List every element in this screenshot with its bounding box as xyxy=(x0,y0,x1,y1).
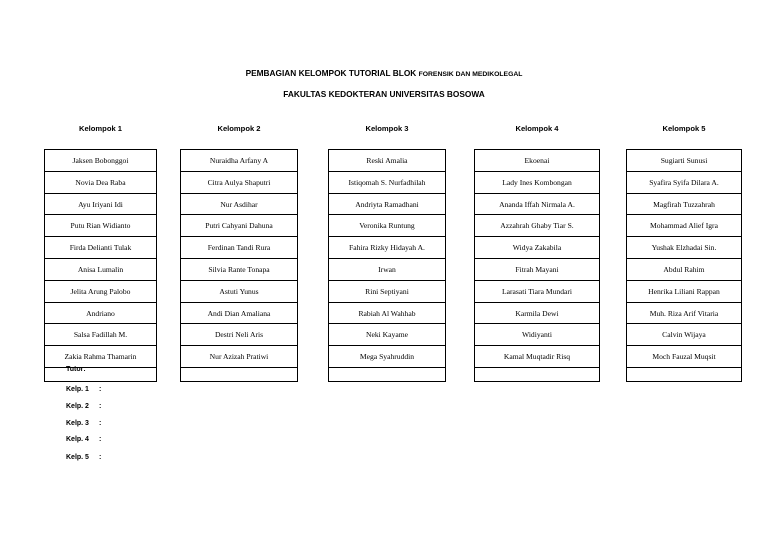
document-title xyxy=(0,68,768,78)
member-cell: Karmila Dewi xyxy=(475,303,599,325)
member-cell: Citra Aulya Shaputri xyxy=(181,172,297,194)
member-cell: Rabiah Al Wahhab xyxy=(329,303,445,325)
group-4-table xyxy=(474,149,600,382)
document-title-sub: FORENSIK DAN MEDIKOLEGAL xyxy=(418,71,523,78)
member-cell: Moch Fauzal Muqsit xyxy=(627,346,741,368)
member-cell: Kamal Muqtadir Risq xyxy=(475,346,599,368)
member-cell: Magfirah Tuzzahrah xyxy=(627,194,741,216)
member-cell: Istiqomah S. Nurfadhilah xyxy=(329,172,445,194)
member-cell: Lady Ines Kombongan xyxy=(475,172,599,194)
member-cell: Astuti Yunus xyxy=(181,281,297,303)
member-cell: Fahira Rizky Hidayah A. xyxy=(329,237,445,259)
group-3-heading: Kelompok 3 xyxy=(365,124,409,133)
tutor-line-label: Kelp. 2 xyxy=(66,403,89,410)
tutor-line-label: Kelp. 4 xyxy=(66,436,89,443)
member-cell: Muh. Riza Arif Vitaria xyxy=(627,303,741,325)
tutor-line-5 xyxy=(66,454,101,461)
member-cell: Widiyanti xyxy=(475,324,599,346)
member-cell: Zakia Rahma Thamarin xyxy=(45,346,156,368)
member-cell: Ananda Iffah Nirmala A. xyxy=(475,194,599,216)
empty-cell xyxy=(329,368,445,381)
member-cell: Syafira Syifa Dilara A. xyxy=(627,172,741,194)
tutor-line-3 xyxy=(66,420,101,427)
group-1-table xyxy=(44,149,157,382)
member-cell: Ekoenai xyxy=(475,150,599,172)
tutor-line-colon: : xyxy=(98,403,102,410)
member-cell: Putu Rian Widianto xyxy=(45,215,156,237)
member-cell: Andriano xyxy=(45,303,156,325)
empty-cell xyxy=(181,368,297,381)
member-cell: Ferdinan Tandi Rura xyxy=(181,237,297,259)
member-cell: Nuraidha Arfany A xyxy=(181,150,297,172)
member-cell: Jelita Arung Palobo xyxy=(45,281,156,303)
member-cell: Anisa Lumalin xyxy=(45,259,156,281)
member-cell: Putri Cahyani Dahuna xyxy=(181,215,297,237)
member-cell: Mega Syahruddin xyxy=(329,346,445,368)
member-cell: Calvin Wijaya xyxy=(627,324,741,346)
group-2-table xyxy=(180,149,298,382)
empty-cell xyxy=(627,368,741,381)
tutor-line-label: Kelp. 3 xyxy=(66,420,89,427)
faculty-title: FAKULTAS KEDOKTERAN UNIVERSITAS BOSOWA xyxy=(283,89,485,99)
member-cell: Nur Azizah Pratiwi xyxy=(181,346,297,368)
member-cell: Yushak Elzhadai Sin. xyxy=(627,237,741,259)
member-cell: Widya Zakabila xyxy=(475,237,599,259)
tutor-line-colon: : xyxy=(98,436,102,443)
member-cell: Irwan xyxy=(329,259,445,281)
member-cell: Nur Asdihar xyxy=(181,194,297,216)
member-cell: Reski Amalia xyxy=(329,150,445,172)
tutor-line-label: Kelp. 5 xyxy=(66,454,89,461)
empty-cell xyxy=(475,368,599,381)
document-title-main: PEMBAGIAN KELOMPOK TUTORIAL BLOK xyxy=(245,68,417,78)
tutor-line-label: Kelp. 1 xyxy=(66,386,89,393)
member-cell: Ayu Iriyani Idi xyxy=(45,194,156,216)
member-cell: Destri Neli Aris xyxy=(181,324,297,346)
member-cell: Novia Dea Raba xyxy=(45,172,156,194)
member-cell: Silvia Rante Tonapa xyxy=(181,259,297,281)
member-cell: Neki Kayame xyxy=(329,324,445,346)
member-cell: Azzahrah Ghaby Tiar S. xyxy=(475,215,599,237)
member-cell: Firda Delianti Tulak xyxy=(45,237,156,259)
group-1-heading: Kelompok 1 xyxy=(78,124,123,133)
tutor-line-colon: : xyxy=(98,454,102,461)
member-cell: Jaksen Bobonggoi xyxy=(45,150,156,172)
member-cell: Andi Dian Amaliana xyxy=(181,303,297,325)
member-cell: Abdul Rahim xyxy=(627,259,741,281)
group-2-heading: Kelompok 2 xyxy=(217,124,261,133)
member-cell: Sugiarti Sunusi xyxy=(627,150,741,172)
member-cell: Salsa Fadillah M. xyxy=(45,324,156,346)
member-cell: Henrika Liliani Rappan xyxy=(627,281,741,303)
group-5-heading: Kelompok 5 xyxy=(662,124,706,133)
group-5-table xyxy=(626,149,742,382)
tutor-line-colon: : xyxy=(98,386,102,393)
member-cell: Larasati Tiara Mundari xyxy=(475,281,599,303)
member-cell: Andriyta Ramadhani xyxy=(329,194,445,216)
member-cell: Fitrah Mayani xyxy=(475,259,599,281)
member-cell: Mohammad Alief Igra xyxy=(627,215,741,237)
empty-cell xyxy=(45,368,156,381)
tutor-line-2 xyxy=(66,403,101,410)
member-cell: Rini Septiyani xyxy=(329,281,445,303)
tutor-line-4 xyxy=(66,436,101,443)
group-3-table xyxy=(328,149,446,382)
tutor-line-1 xyxy=(66,386,101,393)
member-cell: Veronika Runtung xyxy=(329,215,445,237)
group-4-heading: Kelompok 4 xyxy=(515,124,559,133)
tutor-line-colon: : xyxy=(98,420,102,427)
tutor-label: Tutor: xyxy=(66,366,86,373)
